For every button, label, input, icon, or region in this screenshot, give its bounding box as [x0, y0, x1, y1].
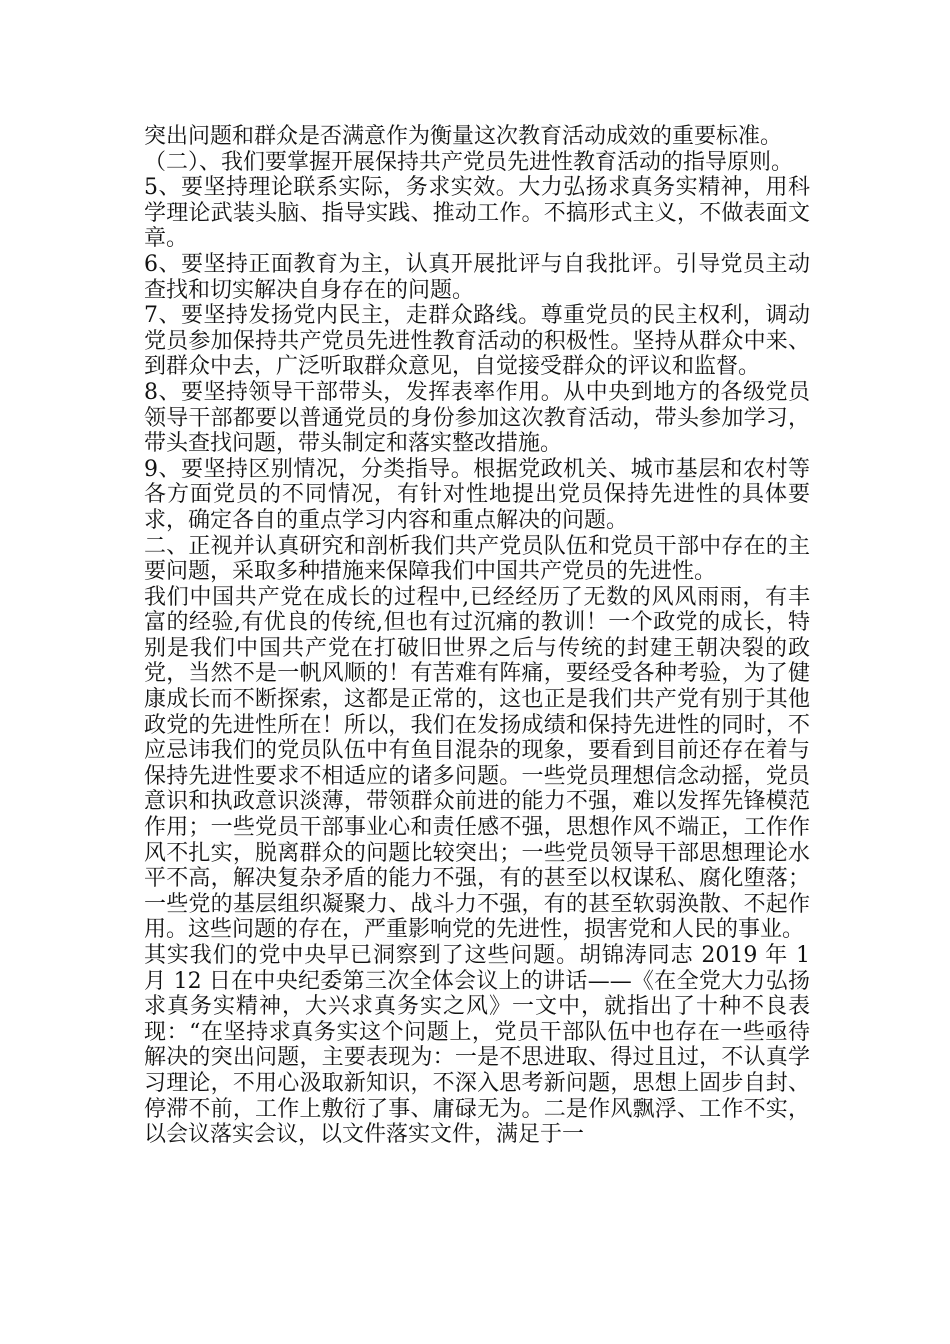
- paragraph-8: 二、正视并认真研究和剖析我们共产党员队伍和党员干部中存在的主要问题，采取多种措施来保障我们中国共产党员的先进性。: [144, 533, 810, 585]
- paragraph-4: 6、要坚持正面教育为主，认真开展批评与自我批评。引导党员主动查找和切实解决自身存在的问题。: [144, 251, 810, 303]
- paragraph-2: （二）、我们要掌握开展保持共产党员先进性教育活动的指导原则。: [144, 149, 794, 175]
- paragraph-5: 7、要坚持发扬党内民主，走群众路线。尊重党员的民主权利，调动党员参加保持共产党员先进性教育活动的积极性。坚持从群众中来、到群众中去，广泛听取群众意见，自觉接受群众的评议和监督。: [144, 303, 810, 380]
- paragraph-3: 5、要坚持理论联系实际，务求实效。大力弘扬求真务实精神，用科学理论武装头脑、指导实践、推动工作。不搞形式主义，不做表面文章。: [144, 175, 810, 252]
- paragraph-10: 其实我们的党中央早已洞察到了这些问题。胡锦涛同志 2019 年 1 月 12 日在中央纪委第三次全体会议上的讲话——《在全党大力弘扬求真务实精神，大兴求真务实之风》一文中，就指出了十种不良表现：“在坚持求真务实这个问题上，党员干部队伍中也存在一些亟待解决的突出问题，主要表现为：一是不思进取、得过且过，不认真学习理论，不用心汲取新知识，不深入思考新问题，思想上固步自封、停滞不前，工作上敷衍了事、庸碌无为。二是作风飘浮、工作不实，以会议落实会议，以文件落实文件，满足于一: [144, 943, 810, 1148]
- paragraph-1: 突出问题和群众是否满意作为衡量这次教育活动成效的重要标准。: [144, 124, 783, 149]
- paragraph-9: 我们中国共产党在成长的过程中,已经经历了无数的风风雨雨，有丰富的经验,有优良的传统,但也有过沉痛的教训！一个政党的成长，特别是我们中国共产党在打破旧世界之后与传统的封建王朝决裂的政党，当然不是一帆风顺的！有苦难有阵痛，要经受各种考验，为了健康成长而不断探索，这都是正常的，这也正是我们共产党有别于其他政党的先进性所在！所以，我们在发扬成绩和保持先进性的同时，不应忌讳我们的党员队伍中有鱼目混杂的现象，要看到目前还存在着与保持先进性要求不相适应的诸多问题。一些党员理想信念动摇，党员意识和执政意识淡薄，带领群众前进的能力不强，难以发挥先锋模范作用；一些党员干部事业心和责任感不强，思想作风不端正，工作作风不扎实，脱离群众的问题比较突出；一些党员领导干部思想理论水平不高，解决复杂矛盾的能力不强，有的甚至以权谋私、腐化堕落；一些党的基层组织凝聚力、战斗力不强，有的甚至软弱涣散、不起作用。这些问题的存在，严重影响党的先进性，损害党和人民的事业。: [144, 584, 810, 943]
- document-body: [144, 124, 810, 1148]
- paragraph-6: 8、要坚持领导干部带头，发挥表率作用。从中央到地方的各级党员领导干部都要以普通党员的身份参加这次教育活动，带头参加学习，带头查找问题，带头制定和落实整改措施。: [144, 379, 810, 457]
- paragraph-7: 9、要坚持区别情况，分类指导。根据党政机关、城市基层和农村等各方面党员的不同情况，有针对性地提出党员保持先进性的具体要求，确定各自的重点学习内容和重点解决的问题。: [144, 456, 810, 533]
